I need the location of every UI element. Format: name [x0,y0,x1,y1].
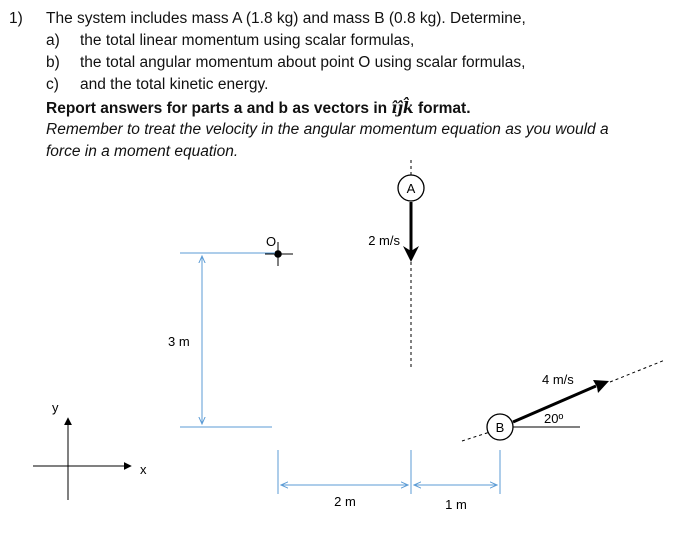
dim-3m-label: 3 m [168,334,190,349]
angle-b-label: 20º [544,411,564,426]
part-c-text: and the total kinetic energy. [80,76,269,93]
note-line-2: force in a moment equation. [46,143,239,160]
velocity-a-label: 2 m/s [368,233,400,248]
dim-2m-label: 2 m [334,494,356,509]
mass-b-label: B [495,420,505,435]
problem-stem: The system includes mass A (1.8 kg) and mass B (0.8 kg). Determine, [46,10,526,27]
dim-1m-label: 1 m [445,497,467,512]
line-of-action-b-left [462,432,490,441]
line-of-action-b-right [610,360,665,382]
note-line-1: Remember to treat the velocity in the angular momentum equation as you would a [46,121,609,138]
part-b-text: the total angular momentum about point O using scalar formulas, [80,54,526,71]
point-o-label: O [266,234,277,249]
report-suffix: format. [413,100,471,117]
point-o-dot [274,250,282,258]
part-c-letter: c) [46,76,59,93]
velocity-b-label: 4 m/s [542,372,574,387]
y-axis-label: y [52,400,59,415]
unit-vectors: îĵk̂ [391,98,414,117]
mass-a-label: A [406,181,416,196]
report-prefix: Report answers for parts a and b as vectors in [46,100,392,117]
part-a-letter: a) [46,32,60,49]
problem-number: 1) [9,10,23,27]
part-a-text: the total linear momentum using scalar formulas, [80,32,415,49]
x-axis-label: x [140,462,147,477]
part-b-letter: b) [46,54,60,71]
